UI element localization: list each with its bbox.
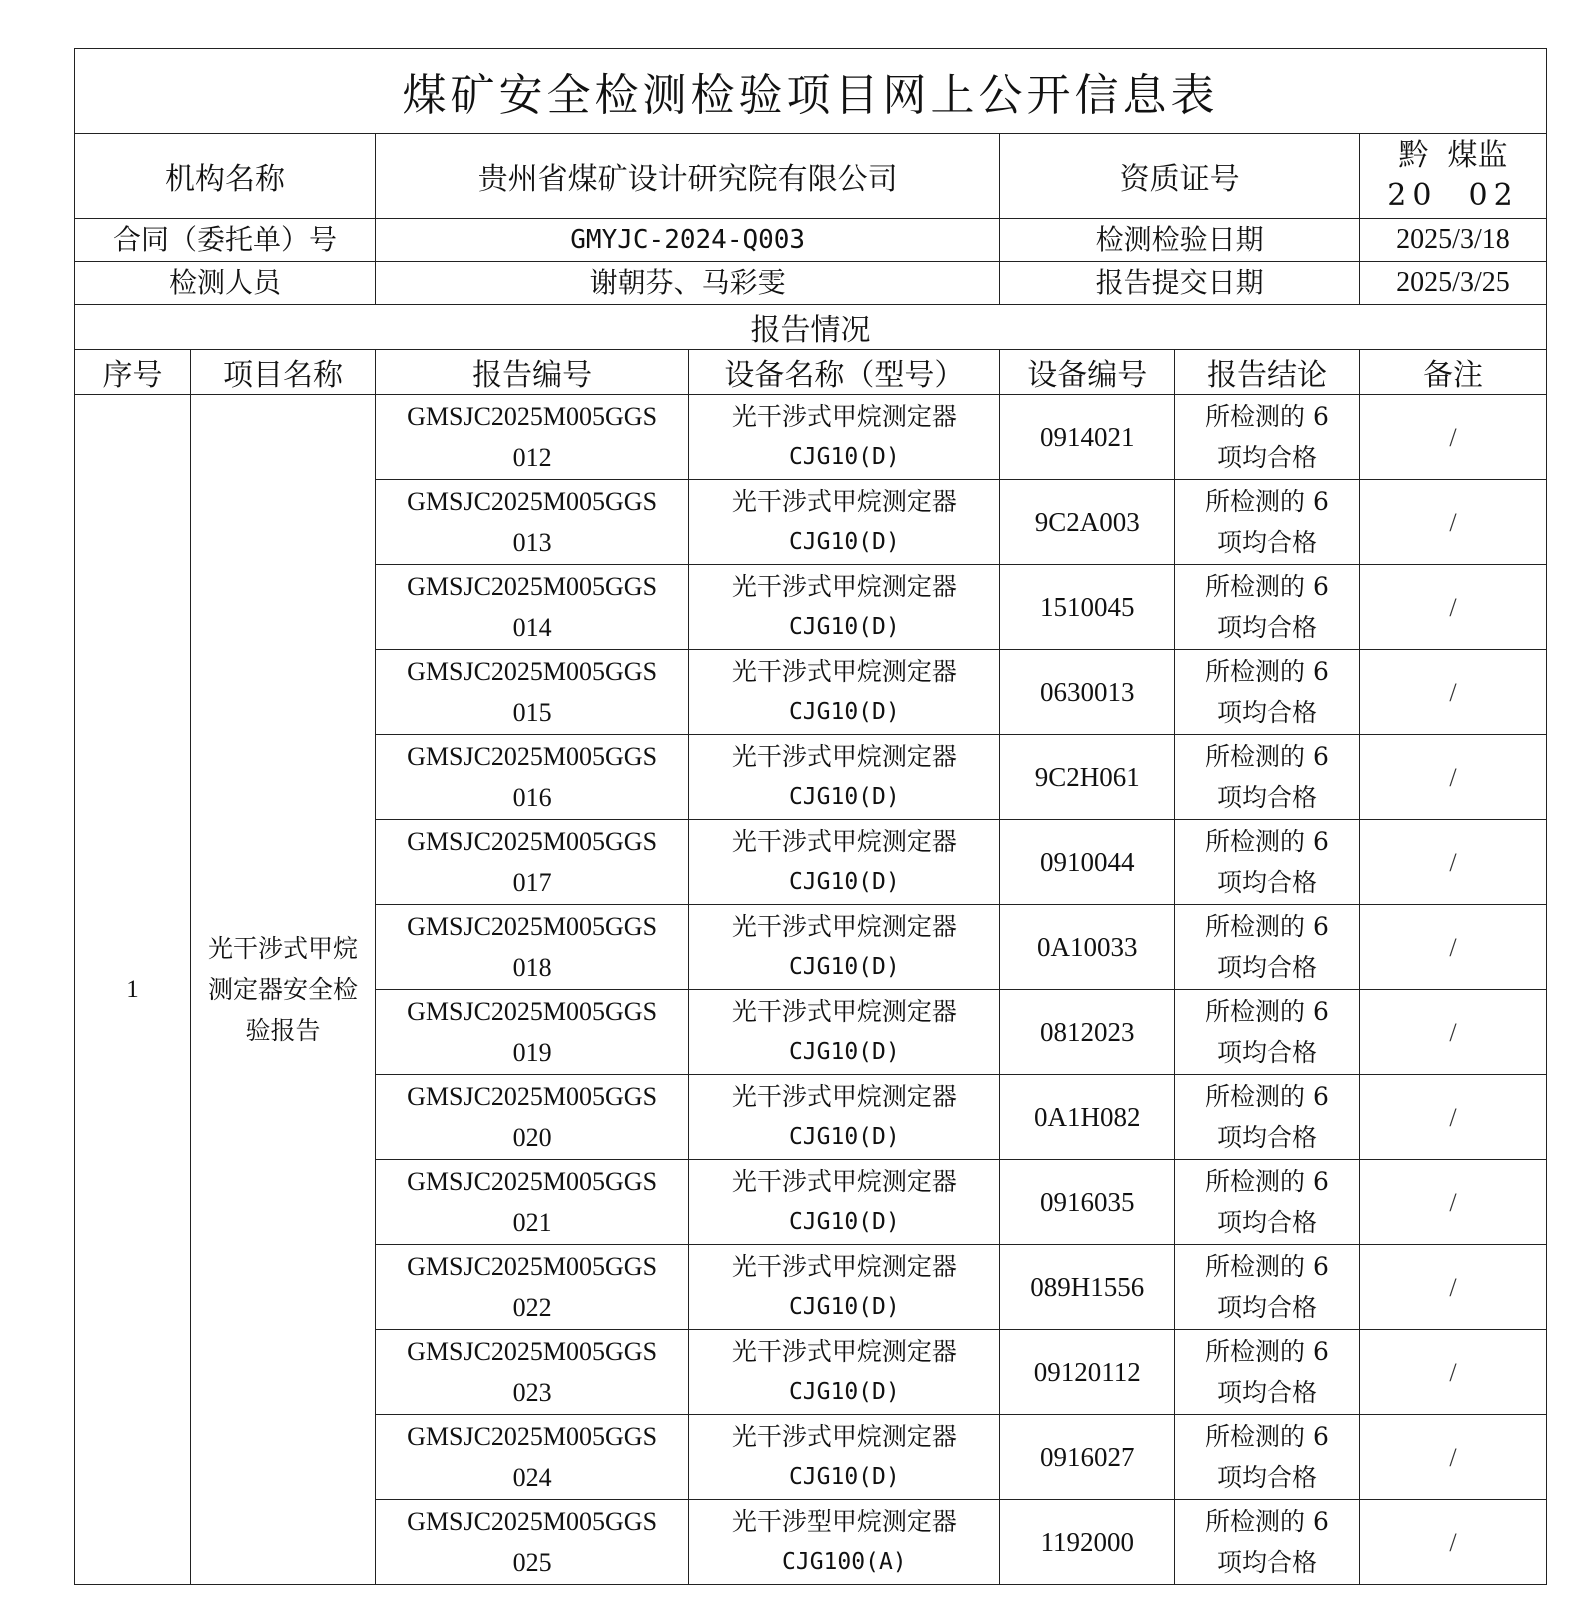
device-model: CJG10(D): [788, 869, 900, 895]
report-no-line1: GMSJC2025M005GGS: [407, 402, 658, 431]
report-no-cell: [375, 395, 688, 480]
remark-cell: /: [1359, 1075, 1546, 1160]
submit-date-value: 2025/3/25: [1359, 262, 1546, 305]
section-title: 报告情况: [75, 305, 1547, 350]
equip-no-cell: 1510045: [1000, 565, 1175, 650]
col-header-conclusion: 报告结论: [1175, 350, 1360, 395]
report-no-cell: [375, 905, 688, 990]
device-model: CJG10(D): [788, 614, 900, 640]
report-no-line1: GMSJC2025M005GGS: [407, 1167, 658, 1196]
remark-cell: /: [1359, 1245, 1546, 1330]
remark-cell: /: [1359, 1415, 1546, 1500]
remark-cell: /: [1359, 1500, 1546, 1585]
report-no-cell: [375, 650, 688, 735]
device-name: 光干涉式甲烷测定器: [731, 1167, 957, 1196]
device-model: CJG10(D): [788, 1379, 900, 1405]
conclusion-line2: 项均合格: [1216, 1293, 1317, 1322]
report-no-line2: 013: [512, 528, 552, 557]
test-date-label: 检测检验日期: [1000, 219, 1359, 262]
report-no-line1: GMSJC2025M005GGS: [407, 1507, 658, 1536]
submit-date-label: 报告提交日期: [1000, 262, 1359, 305]
conclusion-cell: [1175, 820, 1360, 905]
conclusion-line1: 所检测的 6: [1205, 742, 1329, 771]
staff-label: 检测人员: [75, 262, 376, 305]
seq-cell: 1: [75, 395, 191, 1585]
conclusion-cell: [1175, 735, 1360, 820]
conclusion-line1: 所检测的 6: [1205, 572, 1329, 601]
conclusion-cell: [1175, 1415, 1360, 1500]
report-no-line1: GMSJC2025M005GGS: [407, 657, 658, 686]
conclusion-cell: [1175, 395, 1360, 480]
report-no-line2: 015: [512, 698, 552, 727]
device-name: 光干涉式甲烷测定器: [731, 1337, 957, 1366]
report-no-line2: 012: [512, 443, 552, 472]
conclusion-cell: [1175, 1500, 1360, 1585]
device-cell: [689, 1160, 1000, 1245]
equip-no-cell: 0916027: [1000, 1415, 1175, 1500]
device-model: CJG10(D): [788, 784, 900, 810]
device-cell: [689, 395, 1000, 480]
device-cell: [689, 650, 1000, 735]
report-no-cell: [375, 1330, 688, 1415]
contract-label: 合同（委托单）号: [75, 219, 376, 262]
device-name: 光干涉式甲烷测定器: [731, 1082, 957, 1111]
report-no-line1: GMSJC2025M005GGS: [407, 1082, 658, 1111]
col-header-device: 设备名称（型号）: [689, 350, 1000, 395]
remark-cell: /: [1359, 565, 1546, 650]
report-no-cell: [375, 565, 688, 650]
report-no-line2: 024: [512, 1463, 552, 1492]
report-no-line1: GMSJC2025M005GGS: [407, 742, 658, 771]
equip-no-cell: 9C2A003: [1000, 480, 1175, 565]
remark-cell: /: [1359, 1330, 1546, 1415]
equip-no-cell: 0916035: [1000, 1160, 1175, 1245]
contract-value: GMYJC-2024-Q003: [375, 219, 1000, 262]
conclusion-cell: [1175, 990, 1360, 1075]
remark-cell: /: [1359, 650, 1546, 735]
device-name: 光干涉式甲烷测定器: [731, 1252, 957, 1281]
device-name: 光干涉式甲烷测定器: [731, 912, 957, 941]
device-name: 光干涉型甲烷测定器: [731, 1507, 957, 1536]
device-model: CJG10(D): [788, 1209, 900, 1235]
device-name: 光干涉式甲烷测定器: [731, 997, 957, 1026]
device-cell: [689, 480, 1000, 565]
conclusion-cell: [1175, 1245, 1360, 1330]
device-model: CJG10(D): [788, 1464, 900, 1490]
report-no-cell: [375, 1500, 688, 1585]
device-cell: [689, 1245, 1000, 1330]
conclusion-line2: 项均合格: [1216, 1548, 1317, 1577]
report-no-line2: 022: [512, 1293, 552, 1322]
conclusion-line1: 所检测的 6: [1205, 1082, 1329, 1111]
test-date-value: 2025/3/18: [1359, 219, 1546, 262]
device-model: CJG10(D): [788, 1039, 900, 1065]
equip-no-cell: 9C2H061: [1000, 735, 1175, 820]
remark-cell: /: [1359, 905, 1546, 990]
device-model: CJG10(D): [788, 1294, 900, 1320]
report-no-cell: [375, 1415, 688, 1500]
report-no-line1: GMSJC2025M005GGS: [407, 1422, 658, 1451]
device-name: 光干涉式甲烷测定器: [731, 572, 957, 601]
conclusion-line1: 所检测的 6: [1205, 827, 1329, 856]
col-header-report-no: 报告编号: [375, 350, 688, 395]
col-header-equip-no: 设备编号: [1000, 350, 1175, 395]
conclusion-line1: 所检测的 6: [1205, 912, 1329, 941]
conclusion-line2: 项均合格: [1216, 443, 1317, 472]
conclusion-line2: 项均合格: [1216, 783, 1317, 812]
report-no-cell: [375, 480, 688, 565]
report-no-line2: 023: [512, 1378, 552, 1407]
equip-no-cell: 0910044: [1000, 820, 1175, 905]
page-title: 煤矿安全检测检验项目网上公开信息表: [75, 49, 1547, 134]
device-model: CJG10(D): [788, 699, 900, 725]
device-name: 光干涉式甲烷测定器: [731, 402, 957, 431]
device-cell: [689, 565, 1000, 650]
table-row: [75, 395, 1547, 480]
remark-cell: /: [1359, 820, 1546, 905]
device-cell: [689, 1330, 1000, 1415]
device-cell: [689, 990, 1000, 1075]
qual-value-line1: 黔 煤监: [1398, 138, 1508, 173]
conclusion-line2: 项均合格: [1216, 698, 1317, 727]
equip-no-cell: 0812023: [1000, 990, 1175, 1075]
conclusion-cell: [1175, 650, 1360, 735]
device-name: 光干涉式甲烷测定器: [731, 742, 957, 771]
conclusion-line2: 项均合格: [1216, 953, 1317, 982]
device-model: CJG10(D): [788, 1124, 900, 1150]
conclusion-line2: 项均合格: [1216, 528, 1317, 557]
report-no-cell: [375, 735, 688, 820]
remark-cell: /: [1359, 735, 1546, 820]
equip-no-cell: 1192000: [1000, 1500, 1175, 1585]
conclusion-cell: [1175, 1330, 1360, 1415]
remark-cell: /: [1359, 480, 1546, 565]
staff-value: 谢朝芬、马彩雯: [375, 262, 1000, 305]
conclusion-line1: 所检测的 6: [1205, 1422, 1329, 1451]
conclusion-line1: 所检测的 6: [1205, 1252, 1329, 1281]
device-cell: [689, 735, 1000, 820]
conclusion-line1: 所检测的 6: [1205, 402, 1329, 431]
report-no-line2: 017: [512, 868, 552, 897]
conclusion-line2: 项均合格: [1216, 1038, 1317, 1067]
column-header-row: [75, 350, 1547, 395]
conclusion-line2: 项均合格: [1216, 1463, 1317, 1492]
conclusion-line2: 项均合格: [1216, 1123, 1317, 1152]
conclusion-cell: [1175, 1075, 1360, 1160]
device-model: CJG10(D): [788, 444, 900, 470]
conclusion-line1: 所检测的 6: [1205, 997, 1329, 1026]
conclusion-line1: 所检测的 6: [1205, 487, 1329, 516]
report-no-line2: 020: [512, 1123, 552, 1152]
device-cell: [689, 1075, 1000, 1160]
qual-value: [1359, 134, 1546, 219]
conclusion-line1: 所检测的 6: [1205, 1507, 1329, 1536]
conclusion-cell: [1175, 480, 1360, 565]
equip-no-cell: 09120112: [1000, 1330, 1175, 1415]
report-no-line1: GMSJC2025M005GGS: [407, 827, 658, 856]
device-cell: [689, 1415, 1000, 1500]
conclusion-line2: 项均合格: [1216, 613, 1317, 642]
conclusion-cell: [1175, 565, 1360, 650]
report-no-line1: GMSJC2025M005GGS: [407, 1337, 658, 1366]
conclusion-line2: 项均合格: [1216, 868, 1317, 897]
report-no-cell: [375, 820, 688, 905]
device-name: 光干涉式甲烷测定器: [731, 487, 957, 516]
conclusion-cell: [1175, 905, 1360, 990]
equip-no-cell: 0914021: [1000, 395, 1175, 480]
device-model: CJG10(D): [788, 954, 900, 980]
report-no-line2: 016: [512, 783, 552, 812]
report-no-cell: [375, 1245, 688, 1330]
remark-cell: /: [1359, 990, 1546, 1075]
report-no-line1: GMSJC2025M005GGS: [407, 912, 658, 941]
device-name: 光干涉式甲烷测定器: [731, 1422, 957, 1451]
report-no-line2: 025: [512, 1548, 552, 1577]
device-model: CJG100(A): [782, 1549, 907, 1575]
col-header-seq: 序号: [75, 350, 191, 395]
equip-no-cell: 089H1556: [1000, 1245, 1175, 1330]
equip-no-cell: 0A1H082: [1000, 1075, 1175, 1160]
device-cell: [689, 820, 1000, 905]
device-name: 光干涉式甲烷测定器: [731, 827, 957, 856]
report-no-line2: 014: [512, 613, 552, 642]
report-no-line2: 021: [512, 1208, 552, 1237]
report-no-line1: GMSJC2025M005GGS: [407, 572, 658, 601]
conclusion-line1: 所检测的 6: [1205, 657, 1329, 686]
report-no-cell: [375, 1075, 688, 1160]
report-no-line1: GMSJC2025M005GGS: [407, 997, 658, 1026]
conclusion-line1: 所检测的 6: [1205, 1167, 1329, 1196]
qual-value-line2: 20 02: [1387, 178, 1519, 213]
report-no-cell: [375, 1160, 688, 1245]
report-no-line1: GMSJC2025M005GGS: [407, 1252, 658, 1281]
device-model: CJG10(D): [788, 529, 900, 555]
conclusion-line2: 项均合格: [1216, 1378, 1317, 1407]
report-no-line2: 019: [512, 1038, 552, 1067]
conclusion-line2: 项均合格: [1216, 1208, 1317, 1237]
info-table: [74, 48, 1547, 1585]
remark-cell: /: [1359, 1160, 1546, 1245]
qual-label: 资质证号: [1000, 134, 1359, 219]
equip-no-cell: 0630013: [1000, 650, 1175, 735]
project-name-cell: 光干涉式甲烷测定器安全检验报告: [191, 395, 376, 1585]
col-header-remark: 备注: [1359, 350, 1546, 395]
device-name: 光干涉式甲烷测定器: [731, 657, 957, 686]
device-cell: [689, 905, 1000, 990]
report-no-line1: GMSJC2025M005GGS: [407, 487, 658, 516]
equip-no-cell: 0A10033: [1000, 905, 1175, 990]
col-header-project: 项目名称: [191, 350, 376, 395]
conclusion-line1: 所检测的 6: [1205, 1337, 1329, 1366]
conclusion-cell: [1175, 1160, 1360, 1245]
org-value: 贵州省煤矿设计研究院有限公司: [375, 134, 1000, 219]
remark-cell: /: [1359, 395, 1546, 480]
device-cell: [689, 1500, 1000, 1585]
report-no-cell: [375, 990, 688, 1075]
org-label: 机构名称: [75, 134, 376, 219]
report-no-line2: 018: [512, 953, 552, 982]
